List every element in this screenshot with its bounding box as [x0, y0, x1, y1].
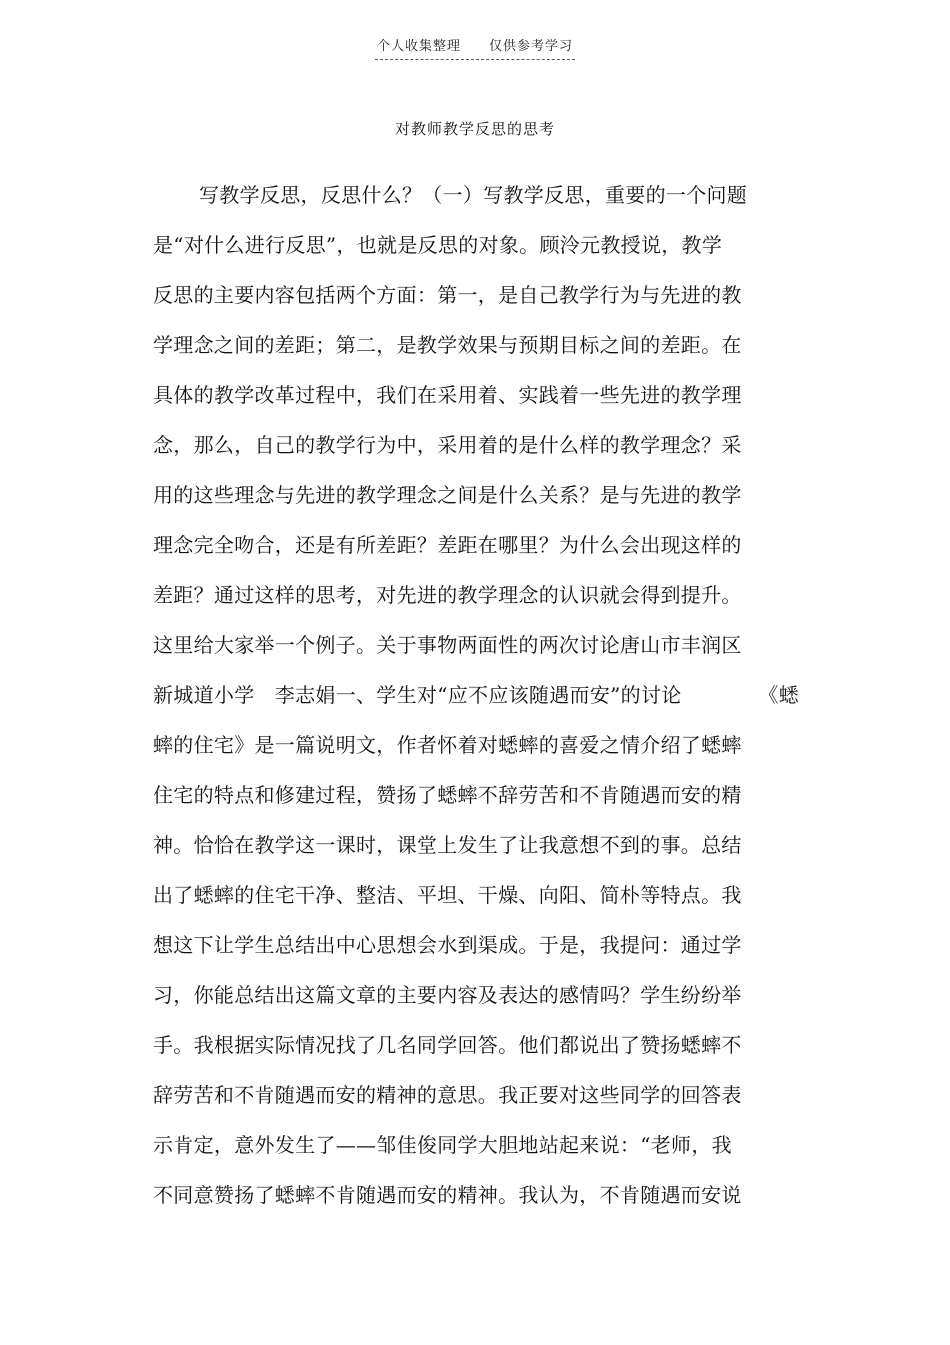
body-line: 不同意赞扬了蟋蟀不肯随遇而安的精神。我认为，不肯随遇而安说: [153, 1183, 742, 1207]
header-right-text: 仅供参考学习: [489, 39, 574, 54]
body-line: 用的这些理念与先进的教学理念之间是什么关系？是与先进的教学: [153, 483, 742, 507]
body-line: 念，那么，自己的教学行为中，采用着的是什么样的教学理念？采: [153, 433, 742, 457]
body-line: 学理念之间的差距；第二，是教学效果与预期目标之间的差距。在: [153, 333, 742, 357]
body-line: 是“对什么进行反思”，也就是反思的对象。顾泠元教授说，教学: [153, 233, 723, 257]
page-header: [0, 38, 950, 60]
body-line: 这里给大家举一个例子。关于事物两面性的两次讨论唐山市丰润区: [153, 633, 742, 657]
body-line: 蟀的住宅》是一篇说明文，作者怀着对蟋蟀的喜爱之情介绍了蟋蟀: [153, 733, 742, 757]
body-line: [153, 670, 799, 720]
body-line-tail: 《蟋: [758, 683, 799, 707]
header-left-text: 个人收集整理: [376, 39, 461, 54]
body-line: 反思的主要内容包括两个方面：第一，是自己教学行为与先进的教: [153, 283, 742, 307]
body-line: 差距？通过这样的思考，对先进的教学理念的认识就会得到提升。: [153, 583, 742, 607]
body-line: 辞劳苦和不肯随遇而安的精神的意思。我正要对这些同学的回答表: [153, 1083, 742, 1107]
body-line: 神。恰恰在教学这一课时，课堂上发生了让我意想不到的事。总结: [153, 833, 742, 857]
body-line: 示肯定，意外发生了——邹佳俊同学大胆地站起来说：“老师，我: [153, 1133, 732, 1157]
body-line: 理念完全吻合，还是有所差距？差距在哪里？为什么会出现这样的: [153, 533, 742, 557]
body-line: 出了蟋蟀的住宅干净、整洁、平坦、干燥、向阳、简朴等特点。我: [153, 883, 742, 907]
body-line: 想这下让学生总结出中心思想会水到渠成。于是，我提问：通过学: [153, 933, 742, 957]
document-title: 对教师教学反思的思考: [394, 120, 555, 138]
body-line: 手。我根据实际情况找了几名同学回答。他们都说出了赞扬蟋蟀不: [153, 1033, 742, 1057]
body-line: 具体的教学改革过程中，我们在采用着、实践着一些先进的教学理: [153, 383, 742, 407]
document-body: [153, 170, 803, 1220]
body-line: 住宅的特点和修建过程，赞扬了蟋蟀不辞劳苦和不肯随遇而安的精: [153, 783, 742, 807]
body-line: 习，你能总结出这篇文章的主要内容及表达的感情吗？学生纷纷举: [153, 983, 742, 1007]
body-line-text: 新城道小学 李志娟一、学生对“应不应该随遇而安”的讨论: [153, 683, 682, 707]
header-rule: [375, 38, 575, 60]
body-line: 写教学反思，反思什么？（一）写教学反思，重要的一个问题: [199, 183, 748, 207]
